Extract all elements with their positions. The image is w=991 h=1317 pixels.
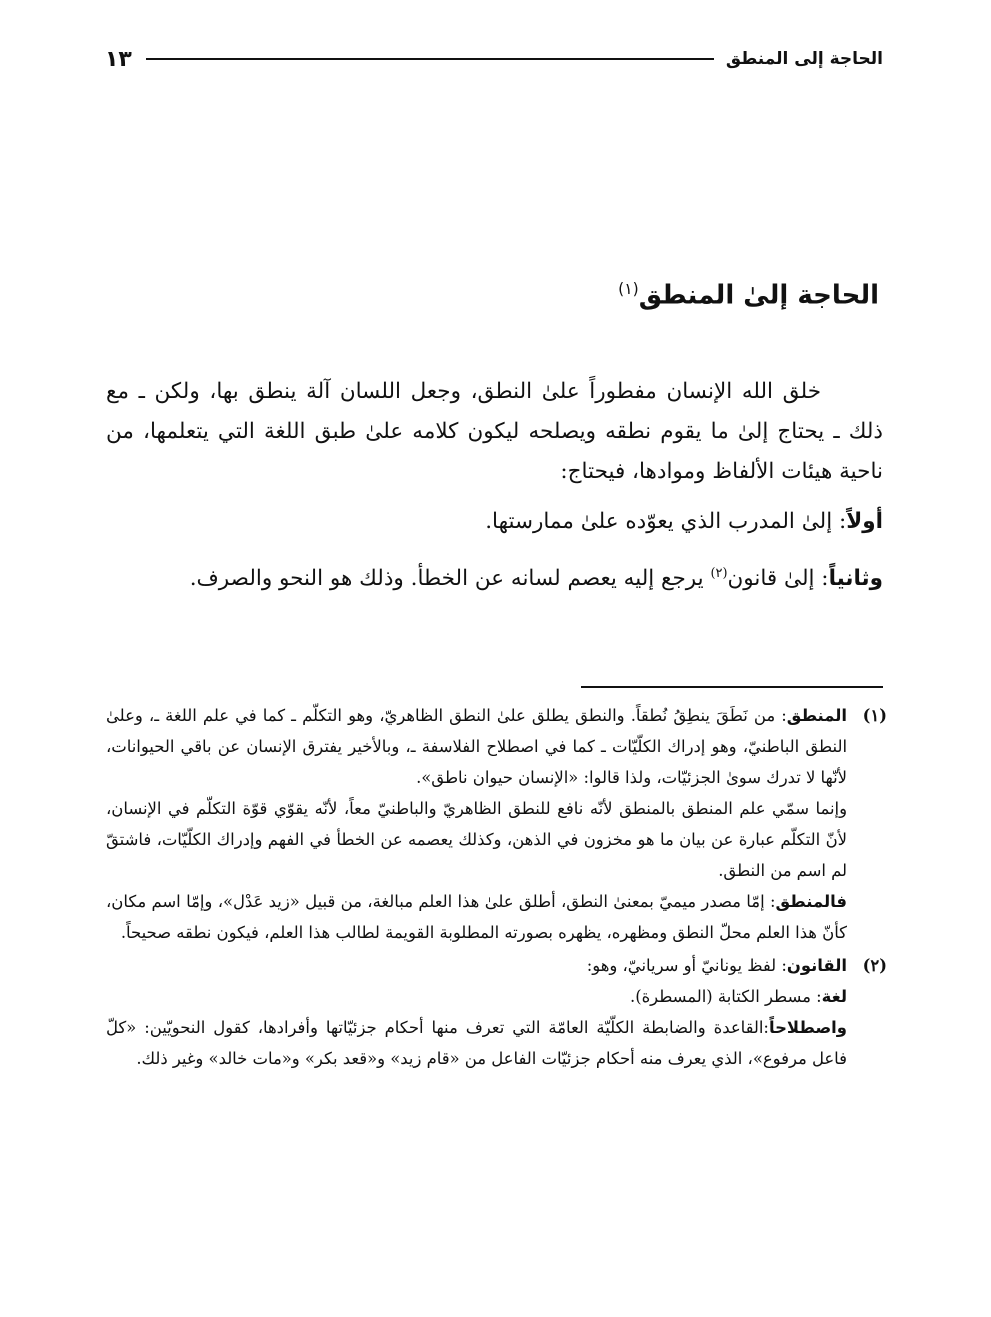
- footnote-1-paragraph-3-term: فالمنطق: [775, 892, 847, 911]
- footnote-separator: [581, 686, 883, 688]
- header-rule: [146, 58, 714, 60]
- footnote-2-istilah: [106, 1012, 887, 1074]
- footnote-2: [106, 950, 887, 981]
- chapter-title: الحاجة إلىٰ المنطق: [638, 280, 879, 311]
- second-point-label: وثانياً: [828, 566, 883, 592]
- running-header: [105, 44, 883, 74]
- first-point: [106, 502, 883, 542]
- footnote-2-lugha-term: لغة: [821, 987, 847, 1006]
- second-point-text-a: : إلىٰ قانون: [727, 566, 829, 592]
- footnote-1-paragraph-3-text: : إمّا مصدر ميميّ بمعنىٰ النطق، أطلق علىٰ هذا العلم مبالغة، من قبيل «زيد عَدْل»، وإمّا اسم مكان، كأنّ هذا العلم محلّ النطق ومظهره، يظهره بصورته المطلوبة القويمة لطالب هذا العلم، فيكون نطقه صحيحاً.: [106, 892, 847, 942]
- intro-paragraph: خلق الله الإنسان مفطوراً علىٰ النطق، وجعل اللسان آلة ينطق بها، ولكن ـ مع ذلك ـ يحتاج إلىٰ ما يقوم نطقه ويصلحه ليكون كلامه علىٰ طبق اللغة التي يتعلمها، من ناحية هيئات الألفاظ وموادها، فيحتاج:: [106, 379, 883, 484]
- page-number: ١٣: [105, 46, 132, 72]
- footnote-1-paragraph-2: وإنما سمّي علم المنطق بالمنطق لأنّه نافع للنطق الظاهريّ والباطنيّ معاً، لأنّه يقوّي قوّة التكلّم في الإنسان، لأنّ التكلّم عبارة عن بيان ما هو مخزون في الذهن، وكذلك يعصمه عن الخطأ في الفهم وإدراك الكلّيّات، فاشتقّ لم اسم من النطق.: [106, 799, 847, 880]
- footnote-1-number: (١): [862, 706, 887, 725]
- footnote-2-lugha: [106, 981, 887, 1012]
- footnote-2-istilah-text: :القاعدة والضابطة الكلّيّة العامّة التي تعرف منها أحكام جزئيّاتها وأفرادها، كقول النحويّين: «كلّ فاعل مرفوع»، الذي يعرف منه أحكام جزئيّات الفاعل من «قام زيد» و«قعد بكر» و«مات خالد» وغير ذلك.: [106, 1018, 847, 1068]
- footnote-2-lugha-text: : مسطر الكتابة (المسطرة).: [629, 987, 822, 1006]
- footnote-2-istilah-term: واصطلاحاً: [768, 1018, 847, 1037]
- first-point-text: : إلىٰ المدرب الذي يعوّده علىٰ ممارستها.: [485, 509, 847, 534]
- first-point-label: أولاً: [846, 509, 883, 534]
- running-title: الحاجة إلى المنطق: [725, 49, 883, 69]
- main-text: [106, 372, 883, 599]
- chapter-heading: [618, 280, 879, 311]
- footnote-1-paragraph-3: [106, 886, 887, 948]
- footnote-1-term: المنطق: [786, 706, 847, 725]
- footnote-1: [106, 700, 887, 793]
- heading-footnote-ref: (١): [618, 280, 639, 298]
- second-point: [106, 554, 883, 599]
- footnotes: [106, 700, 887, 1074]
- footnote-2-text: : لفظ يونانيّ أو سريانيّ، وهو:: [586, 956, 787, 975]
- footnote-1-text: : من نَطَقَ ينطِقُ نُطقاً. والنطق يطلق علىٰ النطق الظاهريّ، وهو التكلّم ـ كما في علم اللغة ـ، وعلىٰ النطق الباطنيّ، وهو إدراك الكلّيّات ـ كما في اصطلاح الفلاسفة ـ، وبالأخير يفترق الإنسان عن باقي الحيوانات، لأنّها لا تدرك سوىٰ الجزئيّات، ولذا قالوا: «الإنسان حيوان ناطق».: [106, 706, 847, 787]
- second-point-footnote-ref: (٢): [710, 566, 728, 581]
- second-point-text-b: يرجع إليه يعصم لسانه عن الخطأ. وذلك هو النحو والصرف.: [189, 566, 711, 592]
- footnote-2-number: (٢): [862, 956, 887, 975]
- footnote-2-term: القانون: [786, 956, 847, 975]
